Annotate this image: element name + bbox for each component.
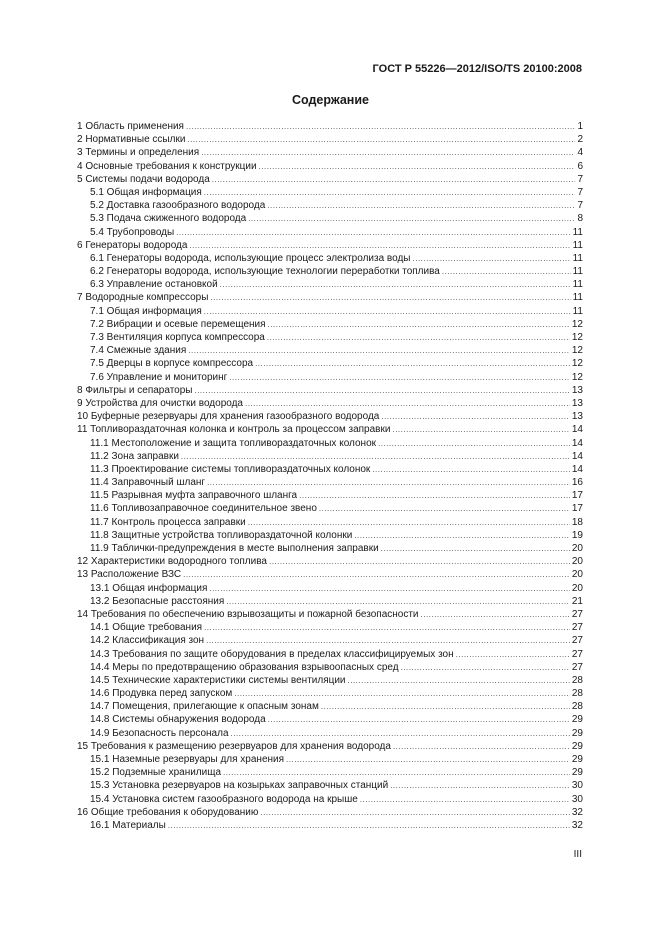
toc-subsection-entry[interactable] bbox=[77, 700, 583, 713]
toc-dot-leader bbox=[267, 199, 575, 212]
toc-entry-page: 21 bbox=[571, 595, 583, 607]
toc-dot-leader bbox=[207, 476, 570, 489]
toc-dot-leader bbox=[269, 555, 570, 568]
page-number: III bbox=[573, 849, 582, 860]
toc-entry-label: 16 Общие требования к оборудованию bbox=[77, 806, 259, 818]
toc-subsection-entry[interactable] bbox=[77, 331, 583, 344]
toc-entry-label: 11.1 Местоположение и защита топливораздаточных колонок bbox=[90, 437, 377, 449]
toc-entry-page: 17 bbox=[571, 490, 583, 502]
toc-dot-leader bbox=[286, 753, 570, 766]
table-of-contents bbox=[77, 120, 583, 832]
toc-subsection-entry[interactable] bbox=[77, 713, 583, 726]
toc-dot-leader bbox=[381, 542, 570, 555]
toc-entry-page: 19 bbox=[571, 529, 583, 541]
toc-entry-page: 12 bbox=[571, 358, 583, 370]
toc-dot-leader bbox=[245, 397, 570, 410]
toc-subsection-entry[interactable] bbox=[77, 226, 583, 239]
toc-dot-leader bbox=[259, 160, 576, 173]
toc-subsection-entry[interactable] bbox=[77, 542, 583, 555]
toc-entry-page: 20 bbox=[571, 556, 583, 568]
toc-entry-label: 11.2 Зона заправки bbox=[90, 450, 179, 462]
toc-subsection-entry[interactable] bbox=[77, 766, 583, 779]
document-header-code: ГОСТ Р 55226—2012/ISO/TS 20100:2008 bbox=[372, 63, 582, 75]
toc-entry-label: 14 Требования по обеспечению взрывозащиты и пожарной безопасности bbox=[77, 608, 419, 620]
toc-dot-leader bbox=[168, 819, 570, 832]
toc-dot-leader bbox=[456, 648, 570, 661]
toc-dot-leader bbox=[176, 226, 570, 239]
toc-dot-leader bbox=[223, 766, 570, 779]
toc-dot-leader bbox=[194, 384, 569, 397]
toc-entry-label: 7.1 Общая информация bbox=[90, 305, 202, 317]
toc-subsection-entry[interactable] bbox=[77, 819, 583, 832]
toc-dot-leader bbox=[204, 186, 576, 199]
toc-entry-label: 15.2 Подземные хранилища bbox=[90, 767, 222, 779]
toc-entry-page: 32 bbox=[571, 806, 583, 818]
toc-dot-leader bbox=[248, 212, 575, 225]
toc-entry-label: 5.1 Общая информация bbox=[90, 186, 202, 198]
toc-subsection-entry[interactable] bbox=[77, 779, 583, 792]
toc-subsection-entry[interactable] bbox=[77, 595, 583, 608]
toc-entry-label: 14.8 Системы обнаружения водорода bbox=[90, 714, 266, 726]
toc-dot-leader bbox=[401, 661, 570, 674]
toc-entry-label: 14.1 Общие требования bbox=[90, 622, 203, 634]
toc-dot-leader bbox=[188, 344, 570, 357]
toc-entry-page: 29 bbox=[571, 714, 583, 726]
toc-dot-leader bbox=[268, 318, 570, 331]
toc-subsection-entry[interactable] bbox=[77, 674, 583, 687]
toc-entry-label: 3 Термины и определения bbox=[77, 147, 200, 159]
toc-entry-page: 11 bbox=[572, 292, 583, 304]
toc-entry-label: 7 Водородные компрессоры bbox=[77, 292, 209, 304]
toc-entry-page: 17 bbox=[571, 503, 583, 515]
toc-entry-label: 14.6 Продувка перед запуском bbox=[90, 688, 233, 700]
toc-entry-label: 7.4 Смежные здания bbox=[90, 345, 187, 357]
toc-dot-leader bbox=[378, 437, 570, 450]
toc-subsection-entry[interactable] bbox=[77, 186, 583, 199]
toc-subsection-entry[interactable] bbox=[77, 621, 583, 634]
toc-section-entry[interactable] bbox=[77, 160, 583, 173]
toc-subsection-entry[interactable] bbox=[77, 318, 583, 331]
toc-subsection-entry[interactable] bbox=[77, 476, 583, 489]
toc-entry-page: 12 bbox=[571, 332, 583, 343]
toc-dot-leader bbox=[442, 265, 571, 278]
toc-entry-label: 1 Область применения bbox=[77, 121, 184, 132]
toc-subsection-entry[interactable] bbox=[77, 450, 583, 463]
toc-entry-label: 13 Расположение ВЗС bbox=[77, 569, 182, 581]
toc-subsection-entry[interactable] bbox=[77, 463, 583, 476]
toc-entry-label: 14.7 Помещения, прилегающие к опасным зонам bbox=[90, 701, 319, 713]
toc-entry-label: 7.2 Вибрации и осевые перемещения bbox=[90, 318, 266, 330]
toc-entry-page: 32 bbox=[571, 819, 583, 831]
toc-dot-leader bbox=[209, 582, 570, 595]
toc-entry-label: 14.9 Безопасность персонала bbox=[90, 727, 229, 739]
toc-entry-label: 11.6 Топливозаправочное соединительное звено bbox=[90, 503, 317, 515]
toc-section-entry[interactable] bbox=[77, 384, 583, 397]
toc-dot-leader bbox=[381, 410, 570, 423]
toc-subsection-entry[interactable] bbox=[77, 648, 583, 661]
toc-entry-page: 12 bbox=[571, 345, 583, 357]
toc-entry-page: 30 bbox=[571, 780, 583, 792]
toc-dot-leader bbox=[348, 674, 570, 687]
toc-entry-label: 11.4 Заправочный шланг bbox=[90, 477, 206, 489]
toc-entry-label: 7.6 Управление и мониторинг bbox=[90, 371, 228, 383]
toc-entry-label: 6.2 Генераторы водорода, использующие технологии переработки топлива bbox=[90, 266, 440, 278]
toc-entry-label: 12 Характеристики водородного топлива bbox=[77, 556, 267, 568]
toc-entry-label: 14.3 Требования по защите оборудования в пределах классифицируемых зон bbox=[90, 648, 454, 660]
toc-section-entry[interactable] bbox=[77, 173, 583, 186]
toc-dot-leader bbox=[255, 357, 570, 370]
toc-section-entry[interactable] bbox=[77, 410, 583, 423]
toc-section-entry[interactable] bbox=[77, 555, 583, 568]
toc-dot-leader bbox=[413, 252, 571, 265]
toc-entry-label: 5.3 Подача сжиженного водорода bbox=[90, 213, 247, 225]
toc-dot-leader bbox=[268, 713, 570, 726]
toc-section-entry[interactable] bbox=[77, 740, 583, 753]
toc-entry-label: 5.4 Трубопроводы bbox=[90, 226, 175, 238]
toc-entry-label: 10 Буферные резервуары для хранения газообразного водорода bbox=[77, 411, 380, 423]
toc-dot-leader bbox=[229, 371, 570, 384]
toc-subsection-entry[interactable] bbox=[77, 687, 583, 700]
toc-entry-label: 13.2 Безопасные расстояния bbox=[90, 595, 225, 607]
toc-entry-page: 11 bbox=[572, 279, 583, 291]
toc-subsection-entry[interactable] bbox=[77, 212, 583, 225]
toc-entry-page: 20 bbox=[571, 543, 583, 554]
toc-dot-leader bbox=[421, 608, 570, 621]
toc-subsection-entry[interactable] bbox=[77, 489, 583, 502]
toc-entry-page: 14 bbox=[571, 463, 583, 475]
toc-entry-page: 11 bbox=[572, 305, 583, 317]
toc-dot-leader bbox=[187, 133, 575, 146]
toc-dot-leader bbox=[183, 568, 570, 581]
toc-entry-label: 5.2 Доставка газообразного водорода bbox=[90, 200, 266, 212]
toc-subsection-entry[interactable] bbox=[77, 793, 583, 806]
toc-subsection-entry[interactable] bbox=[77, 661, 583, 674]
toc-entry-page: 20 bbox=[571, 582, 583, 594]
toc-entry-page: 29 bbox=[571, 740, 583, 752]
toc-entry-page: 14 bbox=[571, 424, 583, 436]
toc-subsection-entry[interactable] bbox=[77, 529, 583, 542]
toc-entry-label: 6.3 Управление остановкой bbox=[90, 279, 218, 291]
toc-entry-page: 4 bbox=[577, 147, 583, 159]
toc-dot-leader bbox=[393, 740, 570, 753]
toc-entry-page: 16 bbox=[571, 477, 583, 489]
toc-entry-page: 29 bbox=[571, 727, 583, 739]
toc-subsection-entry[interactable] bbox=[77, 265, 583, 278]
toc-entry-page: 11 bbox=[572, 266, 583, 278]
toc-dot-leader bbox=[248, 516, 570, 529]
toc-entry-page: 7 bbox=[577, 173, 583, 185]
toc-entry-page: 7 bbox=[577, 186, 583, 198]
toc-entry-page: 28 bbox=[571, 701, 583, 713]
toc-entry-page: 1 bbox=[577, 121, 583, 132]
toc-dot-leader bbox=[321, 700, 570, 713]
toc-entry-page: 27 bbox=[571, 661, 583, 673]
toc-entry-label: 11.5 Разрывная муфта заправочного шланга bbox=[90, 490, 298, 502]
toc-entry-label: 14.2 Классификация зон bbox=[90, 635, 205, 647]
toc-dot-leader bbox=[189, 239, 570, 252]
toc-section-entry[interactable] bbox=[77, 397, 583, 410]
toc-dot-leader bbox=[319, 502, 570, 515]
toc-dot-leader bbox=[226, 595, 570, 608]
toc-subsection-entry[interactable] bbox=[77, 502, 583, 515]
toc-entry-page: 7 bbox=[577, 200, 583, 212]
toc-subsection-entry[interactable] bbox=[77, 305, 583, 318]
toc-entry-page: 30 bbox=[571, 793, 583, 805]
toc-entry-label: 11.9 Таблички-предупреждения в месте выполнения заправки bbox=[90, 543, 379, 554]
toc-subsection-entry[interactable] bbox=[77, 344, 583, 357]
toc-section-entry[interactable] bbox=[77, 239, 583, 252]
toc-entry-page: 14 bbox=[571, 437, 583, 449]
toc-dot-leader bbox=[204, 621, 570, 634]
toc-entry-label: 9 Устройства для очистки водорода bbox=[77, 397, 243, 409]
toc-dot-leader bbox=[204, 305, 571, 318]
toc-subsection-entry[interactable] bbox=[77, 252, 583, 265]
toc-subsection-entry[interactable] bbox=[77, 753, 583, 766]
toc-entry-label: 14.5 Технические характеристики системы вентиляции bbox=[90, 674, 346, 686]
toc-subsection-entry[interactable] bbox=[77, 437, 583, 450]
toc-dot-leader bbox=[212, 173, 576, 186]
toc-subsection-entry[interactable] bbox=[77, 278, 583, 291]
toc-section-entry[interactable] bbox=[77, 423, 583, 436]
toc-dot-leader bbox=[260, 806, 569, 819]
toc-entry-page: 14 bbox=[571, 450, 583, 462]
toc-subsection-entry[interactable] bbox=[77, 634, 583, 647]
toc-dot-leader bbox=[390, 779, 570, 792]
toc-dot-leader bbox=[186, 120, 575, 133]
toc-entry-page: 6 bbox=[577, 160, 583, 172]
toc-subsection-entry[interactable] bbox=[77, 357, 583, 370]
toc-entry-label: 7.3 Вентиляция корпуса компрессора bbox=[90, 332, 265, 343]
toc-subsection-entry[interactable] bbox=[77, 516, 583, 529]
toc-dot-leader bbox=[372, 463, 570, 476]
toc-entry-label: 11.3 Проектирование системы топливораздаточных колонок bbox=[90, 463, 371, 475]
toc-entry-label: 4 Основные требования к конструкции bbox=[77, 160, 257, 172]
toc-entry-page: 11 bbox=[572, 239, 583, 251]
toc-subsection-entry[interactable] bbox=[77, 371, 583, 384]
toc-subsection-entry[interactable] bbox=[77, 199, 583, 212]
toc-section-entry[interactable] bbox=[77, 806, 583, 819]
toc-entry-label: 11.7 Контроль процесса заправки bbox=[90, 516, 246, 528]
toc-dot-leader bbox=[181, 450, 570, 463]
toc-entry-page: 11 bbox=[572, 252, 583, 264]
toc-entry-page: 11 bbox=[572, 226, 583, 238]
toc-entry-label: 15 Требования к размещению резервуаров для хранения водорода bbox=[77, 740, 391, 752]
toc-entry-page: 2 bbox=[577, 134, 583, 146]
toc-entry-page: 18 bbox=[571, 516, 583, 528]
toc-entry-label: 5 Системы подачи водорода bbox=[77, 173, 210, 185]
toc-entry-page: 12 bbox=[571, 318, 583, 330]
toc-dot-leader bbox=[206, 634, 570, 647]
toc-entry-page: 13 bbox=[571, 384, 583, 396]
toc-entry-page: 27 bbox=[571, 608, 583, 620]
toc-entry-page: 29 bbox=[571, 754, 583, 765]
toc-dot-leader bbox=[267, 331, 570, 344]
toc-entry-page: 8 bbox=[577, 213, 583, 225]
toc-section-entry[interactable] bbox=[77, 608, 583, 621]
toc-section-entry[interactable] bbox=[77, 120, 583, 133]
toc-entry-label: 2 Нормативные ссылки bbox=[77, 134, 186, 146]
toc-section-entry[interactable] bbox=[77, 291, 583, 304]
toc-entry-page: 27 bbox=[571, 622, 583, 634]
toc-entry-label: 8 Фильтры и сепараторы bbox=[77, 384, 193, 396]
toc-subsection-entry[interactable] bbox=[77, 727, 583, 740]
toc-dot-leader bbox=[360, 793, 570, 806]
toc-entry-label: 6 Генераторы водорода bbox=[77, 239, 188, 251]
toc-entry-page: 13 bbox=[571, 397, 583, 409]
toc-dot-leader bbox=[234, 687, 570, 700]
toc-entry-label: 16.1 Материалы bbox=[90, 819, 166, 831]
toc-dot-leader bbox=[231, 727, 570, 740]
page-title: Содержание bbox=[291, 93, 369, 107]
toc-entry-label: 11.8 Защитные устройства топливораздаточной колонки bbox=[90, 529, 353, 541]
toc-entry-label: 11 Топливораздаточная колонка и контроль за процессом заправки bbox=[77, 424, 391, 436]
toc-entry-page: 13 bbox=[571, 411, 583, 423]
toc-entry-page: 27 bbox=[571, 635, 583, 647]
toc-entry-page: 28 bbox=[571, 688, 583, 700]
toc-entry-page: 28 bbox=[571, 674, 583, 686]
toc-entry-label: 15.3 Установка резервуаров на козырьках заправочных станций bbox=[90, 780, 389, 792]
toc-subsection-entry[interactable] bbox=[77, 582, 583, 595]
toc-entry-page: 29 bbox=[571, 767, 583, 779]
toc-entry-page: 20 bbox=[571, 569, 583, 581]
toc-section-entry[interactable] bbox=[77, 568, 583, 581]
toc-dot-leader bbox=[299, 489, 570, 502]
toc-dot-leader bbox=[392, 423, 569, 436]
toc-entry-label: 15.1 Наземные резервуары для хранения bbox=[90, 754, 285, 765]
toc-entry-label: 15.4 Установка систем газообразного водорода на крыше bbox=[90, 793, 358, 805]
toc-entry-label: 6.1 Генераторы водорода, использующие процесс электролиза воды bbox=[90, 252, 411, 264]
toc-dot-leader bbox=[220, 278, 571, 291]
toc-section-entry[interactable] bbox=[77, 133, 583, 146]
toc-dot-leader bbox=[201, 146, 575, 159]
toc-entry-label: 7.5 Дверцы в корпусе компрессора bbox=[90, 358, 254, 370]
toc-section-entry[interactable] bbox=[77, 146, 583, 159]
toc-entry-label: 13.1 Общая информация bbox=[90, 582, 208, 594]
toc-entry-page: 12 bbox=[571, 371, 583, 383]
toc-entry-label: 14.4 Меры по предотвращению образования взрывоопасных сред bbox=[90, 661, 399, 673]
toc-entry-page: 27 bbox=[571, 648, 583, 660]
toc-dot-leader bbox=[354, 529, 570, 542]
toc-dot-leader bbox=[210, 291, 570, 304]
